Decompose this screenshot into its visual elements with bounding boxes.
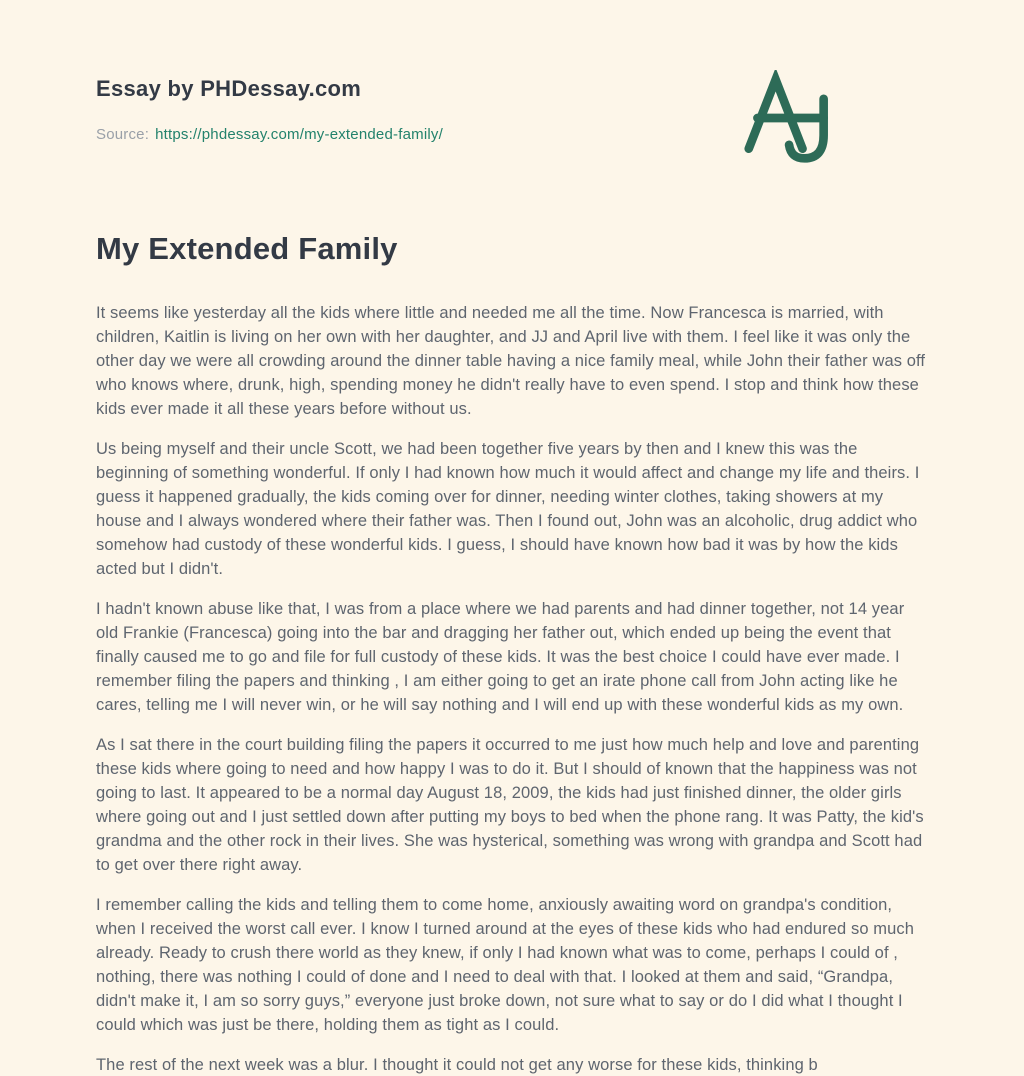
essay-paragraph-4: As I sat there in the court building filing the papers it occurred to me just how much help and love and parenting these kids where going to need and how happy I was to do it. But I should of known that the happiness was not going to last. It appeared to be a normal day August 18, 2009, the kids had just finished dinner, the older girls where going out and I just settled down after putting my boys to bed when the phone rang. It was Patty, the kid's grandma and the other rock in their lives. She was hysterical, something was wrong with grandpa and Scott had to get over there right away. <box>96 736 924 874</box>
essay-paragraph-5: I remember calling the kids and telling them to come home, anxiously awaiting word on grandpa's condition, when I received the worst call ever. I know I turned around at the eyes of these kids who had endured so much already. Ready to crush there world as they knew, if only I had known what was to come, perhaps I could of , nothing, there was nothing I could of done and I need to deal with that. I looked at them and said, “Grandpa, didn't make it, I am so sorry guys,” everyone just broke down, not sure what to say or do I did what I thought I could which was just be there, holding them as tight as I could. <box>96 896 915 1034</box>
essay-body <box>96 301 928 1076</box>
essay-byline: Essay by PHDessay.com <box>96 76 362 101</box>
essay-paragraph-3: I hadn't known abuse like that, I was from a place where we had parents and had dinner together, not 14 year old Frankie (Francesca) going into the bar and dragging her father out, which ended up being the event that finally caused me to go and file for full custody of these kids. It was the best choice I could have ever made. I remember filing the papers and thinking , I am either going to get an irate phone call from John acting like he cares, telling me I will never win, or he will say nothing and I will end up with these wonderful kids as my own. <box>96 600 905 714</box>
essay-page <box>96 0 928 1076</box>
phdessay-logo-icon <box>743 70 839 166</box>
essay-paragraph-6: The rest of the next week was a blur. I thought it could not get any worse for these kids, thinking b <box>96 1056 818 1074</box>
essay-title: My Extended Family <box>96 231 398 266</box>
source-url-link[interactable]: https://phdessay.com/my-extended-family/ <box>155 126 443 143</box>
essay-paragraph-1: It seems like yesterday all the kids where little and needed me all the time. Now Francesca is married, with children, Kaitlin is living on her own with her daughter, and JJ and April live with them. I feel like it was only the other day we were all crowding around the dinner table having a nice family meal, while John their father was off who knows where, drunk, high, spending money he didn't really have to even spend. I stop and think how these kids ever made it all these years before without us. <box>96 304 926 418</box>
essay-paragraph-2: Us being myself and their uncle Scott, we had been together five years by then and I knew this was the beginning of something wonderful. If only I had known how much it would affect and change my life and theirs. I guess it happened gradually, the kids coming over for dinner, needing winter clothes, taking showers at my house and I always wondered where their father was. Then I found out, John was an alcoholic, drug addict who somehow had custody of these wonderful kids. I guess, I should have known how bad it was by how the kids acted but I didn't. <box>96 440 920 578</box>
source-label: Source: <box>96 126 150 143</box>
